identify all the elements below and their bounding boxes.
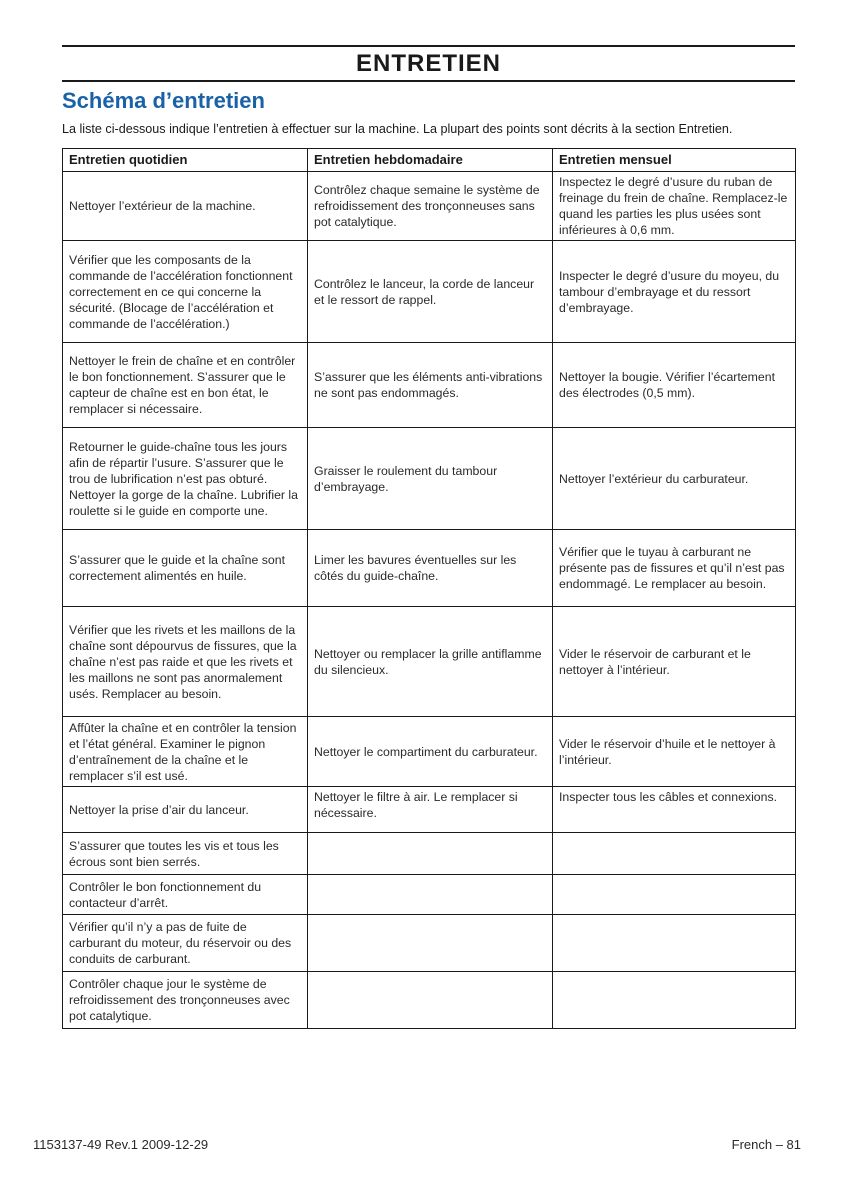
table-row [63,915,796,972]
table-row [63,717,796,787]
daily-cell: Nettoyer le frein de chaîne et en contrôler le bon fonctionnement. S’assurer que le capteur de chaîne est en bon état, le remplacer si nécessaire. [63,343,308,428]
weekly-cell: Nettoyer ou remplacer la grille antiflamme du silencieux. [308,607,553,717]
column-header-daily: Entretien quotidien [63,149,308,172]
intro-text: La liste ci-dessous indique l’entretien à effectuer sur la machine. La plupart des points sont décrits à la section Entretien. [62,122,733,136]
daily-cell: Contrôler chaque jour le système de refroidissement des tronçonneuses avec pot catalytique. [63,972,308,1029]
daily-cell: Vérifier que les rivets et les maillons de la chaîne sont dépourvus de fissures, que la chaîne n’est pas raide et que les rivets et les maillons ne sont pas anormalement usés. Remplacer au besoin. [63,607,308,717]
weekly-cell: Graisser le roulement du tambour d’embrayage. [308,428,553,530]
table-row [63,972,796,1029]
table-row [63,343,796,428]
table-row [63,833,796,875]
monthly-cell [553,972,796,1029]
document-reference: 1153137-49 Rev.1 2009-12-29 [33,1137,209,1152]
weekly-cell: S’assurer que les éléments anti-vibrations ne sont pas endommagés. [308,343,553,428]
weekly-cell [308,915,553,972]
daily-cell: S’assurer que toutes les vis et tous les écrous sont bien serrés. [63,833,308,875]
weekly-cell: Nettoyer le compartiment du carburateur. [308,717,553,787]
weekly-cell: Contrôlez le lanceur, la corde de lanceur et le ressort de rappel. [308,241,553,343]
table-row [63,607,796,717]
page-number: French – 81 [731,1137,801,1152]
table-row [63,241,796,343]
column-header-monthly: Entretien mensuel [553,149,796,172]
monthly-cell: Inspectez le degré d’usure du ruban de freinage du frein de chaîne. Remplacez-le quand les parties les plus usées sont inférieures à 0,6 mm. [553,172,796,241]
daily-cell: Vérifier que les composants de la commande de l’accélération fonctionnent correctement en ce qui concerne la sécurité. (Blocage de l’accélération et commande de l’accélération.) [63,241,308,343]
maintenance-schedule-table [62,148,796,1029]
monthly-cell: Vérifier que le tuyau à carburant ne présente pas de fissures et qu’il n’est pas endommagé. Le remplacer au besoin. [553,530,796,607]
monthly-cell: Inspecter le degré d’usure du moyeu, du tambour d’embrayage et du ressort d’embrayage. [553,241,796,343]
weekly-cell: Limer les bavures éventuelles sur les côtés du guide-chaîne. [308,530,553,607]
table-row [63,172,796,241]
monthly-cell [553,833,796,875]
weekly-cell [308,833,553,875]
column-header-weekly: Entretien hebdomadaire [308,149,553,172]
monthly-cell: Inspecter tous les câbles et connexions. [553,787,796,833]
monthly-cell: Nettoyer la bougie. Vérifier l’écartement des électrodes (0,5 mm). [553,343,796,428]
monthly-cell: Vider le réservoir de carburant et le nettoyer à l’intérieur. [553,607,796,717]
table-row [63,875,796,915]
header-bottom-rule [62,80,795,82]
section-title: Schéma d’entretien [62,88,265,113]
weekly-cell: Nettoyer le filtre à air. Le remplacer si nécessaire. [308,787,553,833]
daily-cell: Affûter la chaîne et en contrôler la tension et l’état général. Examiner le pignon d’entraînement de la chaîne et le remplacer s’il est usé. [63,717,308,787]
daily-cell: Retourner le guide-chaîne tous les jours afin de répartir l’usure. S’assurer que le trou de lubrification n’est pas obturé. Nettoyer la gorge de la chaîne. Lubrifier la roulette si le guide en comporte une. [63,428,308,530]
weekly-cell [308,875,553,915]
weekly-cell: Contrôlez chaque semaine le système de refroidissement des tronçonneuses sans pot catalytique. [308,172,553,241]
table-row [63,428,796,530]
table-row [63,530,796,607]
daily-cell: Contrôler le bon fonctionnement du contacteur d’arrêt. [63,875,308,915]
daily-cell: S’assurer que le guide et la chaîne sont correctement alimentés en huile. [63,530,308,607]
monthly-cell [553,875,796,915]
monthly-cell: Nettoyer l’extérieur du carburateur. [553,428,796,530]
table-header-row [63,149,796,172]
monthly-cell: Vider le réservoir d’huile et le nettoyer à l’intérieur. [553,717,796,787]
daily-cell: Vérifier qu’il n’y a pas de fuite de carburant du moteur, du réservoir ou des conduits de carburant. [63,915,308,972]
monthly-cell [553,915,796,972]
table-row [63,787,796,833]
daily-cell: Nettoyer l’extérieur de la machine. [63,172,308,241]
page-header-title: ENTRETIEN [355,50,501,77]
weekly-cell [308,972,553,1029]
daily-cell: Nettoyer la prise d’air du lanceur. [63,787,308,833]
